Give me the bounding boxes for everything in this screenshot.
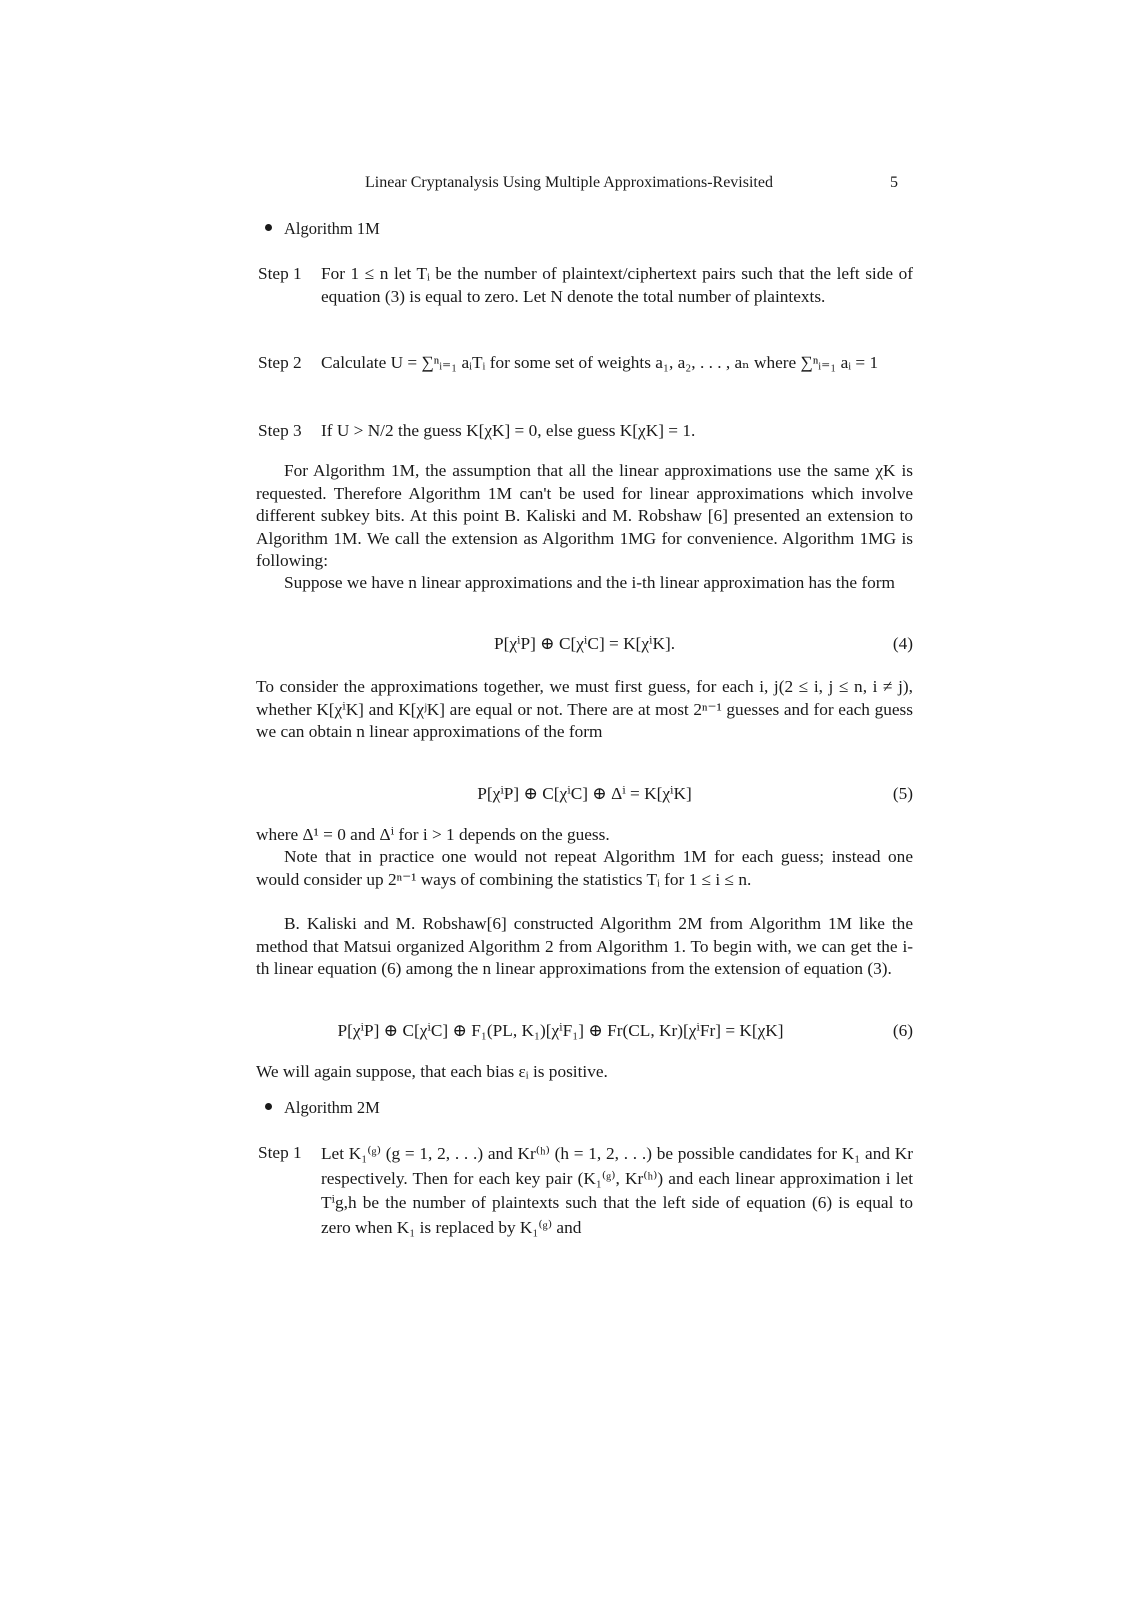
equation-5 (256, 783, 913, 807)
paragraph: Note that in practice one would not repeat Algorithm 1M for each guess; instead one would consider up 2ⁿ⁻¹ ways of combining the statistics Tᵢ for 1 ≤ i ≤ n. (256, 847, 913, 889)
equation-4 (256, 633, 913, 657)
step-text: Calculate U = ∑ⁿᵢ₌₁ aᵢTᵢ for some set of weights a₁, a₂, . . . , aₙ where ∑ⁿᵢ₌₁ aᵢ = 1 (321, 353, 879, 372)
paragraph: To consider the approximations together, we must first guess, for each i, j(2 ≤ i, j ≤ n, i ≠ j), whether K[χⁱK] and K[χʲK] are equal or not. There are at most 2ⁿ⁻¹ guesses and for each guess we can obtain n linear approximations of the form (256, 677, 913, 741)
step-text: For 1 ≤ n let Tᵢ be the number of plaintext/ciphertext pairs such that the left side of equation (3) is equal to zero. Let N denote the total number of plaintexts. (321, 264, 913, 306)
step-text: Let K₁⁽ᵍ⁾ (g = 1, 2, . . .) and Kr⁽ʰ⁾ (h = 1, 2, . . .) be possible candidates for K₁ and Kr respectively. Then for each key pair (K₁⁽ᵍ⁾, Kr⁽ʰ⁾) and each linear approximation i let Tⁱg,h be the number of plaintexts such that the left side of equation (6) is equal to zero when K₁ is replaced by K₁⁽ᵍ⁾ and (321, 1144, 913, 1237)
paragraph: B. Kaliski and M. Robshaw[6] constructed Algorithm 2M from Algorithm 1M like the method that Matsui organized Algorithm 2 from Algorithm 1. To begin with, we can get the i-th linear equation (6) among the n linear approximations from the extension of equation (3). (256, 914, 913, 978)
bullet-icon (265, 1103, 272, 1110)
algorithm-2m-heading (265, 1097, 380, 1120)
step-label: Step 3 (258, 421, 302, 440)
equation-body: P[χⁱP] ⊕ C[χⁱC] ⊕ Δⁱ = K[χⁱK] (477, 784, 692, 803)
equation-number: (6) (892, 1021, 913, 1040)
step-label: Step 2 (258, 353, 302, 372)
page-number: 5 (890, 174, 898, 191)
algorithm-1m-title: Algorithm 1M (284, 219, 380, 238)
paragraph: We will again suppose, that each bias εᵢ is positive. (256, 1062, 608, 1081)
algorithm-2m-title: Algorithm 2M (284, 1098, 380, 1117)
equation-number: (4) (892, 634, 913, 653)
equation-body: P[χⁱP] ⊕ C[χⁱC] ⊕ F₁(PL, K₁)[χⁱF₁] ⊕ Fr(CL, Kr)[χⁱFr] = K[χK] (337, 1021, 784, 1040)
step-text: If U > N/2 the guess K[χK] = 0, else guess K[χK] = 1. (321, 421, 696, 440)
equation-number: (5) (892, 784, 913, 803)
step-label: Step 1 (258, 1143, 302, 1162)
step-label: Step 1 (258, 264, 302, 283)
running-title: Linear Cryptanalysis Using Multiple Approximations-Revisited (365, 174, 773, 191)
paragraph: Suppose we have n linear approximations and the i-th linear approximation has the form (284, 573, 895, 592)
paragraph: For Algorithm 1M, the assumption that all the linear approximations use the same χK is requested. Therefore Algorithm 1M can't be used for linear approximations which involve different subkey bits. At this point B. Kaliski and M. Robshaw [6] presented an extension to Algorithm 1M. We call the extension as Algorithm 1MG for convenience. Algorithm 1MG is following: (256, 461, 913, 570)
bullet-icon (265, 224, 272, 231)
equation-6 (256, 1020, 913, 1044)
equation-body: P[χⁱP] ⊕ C[χⁱC] = K[χⁱK]. (493, 634, 676, 653)
paragraph: where Δ¹ = 0 and Δⁱ for i > 1 depends on the guess. (256, 825, 610, 844)
algorithm-1m-heading (265, 218, 380, 241)
